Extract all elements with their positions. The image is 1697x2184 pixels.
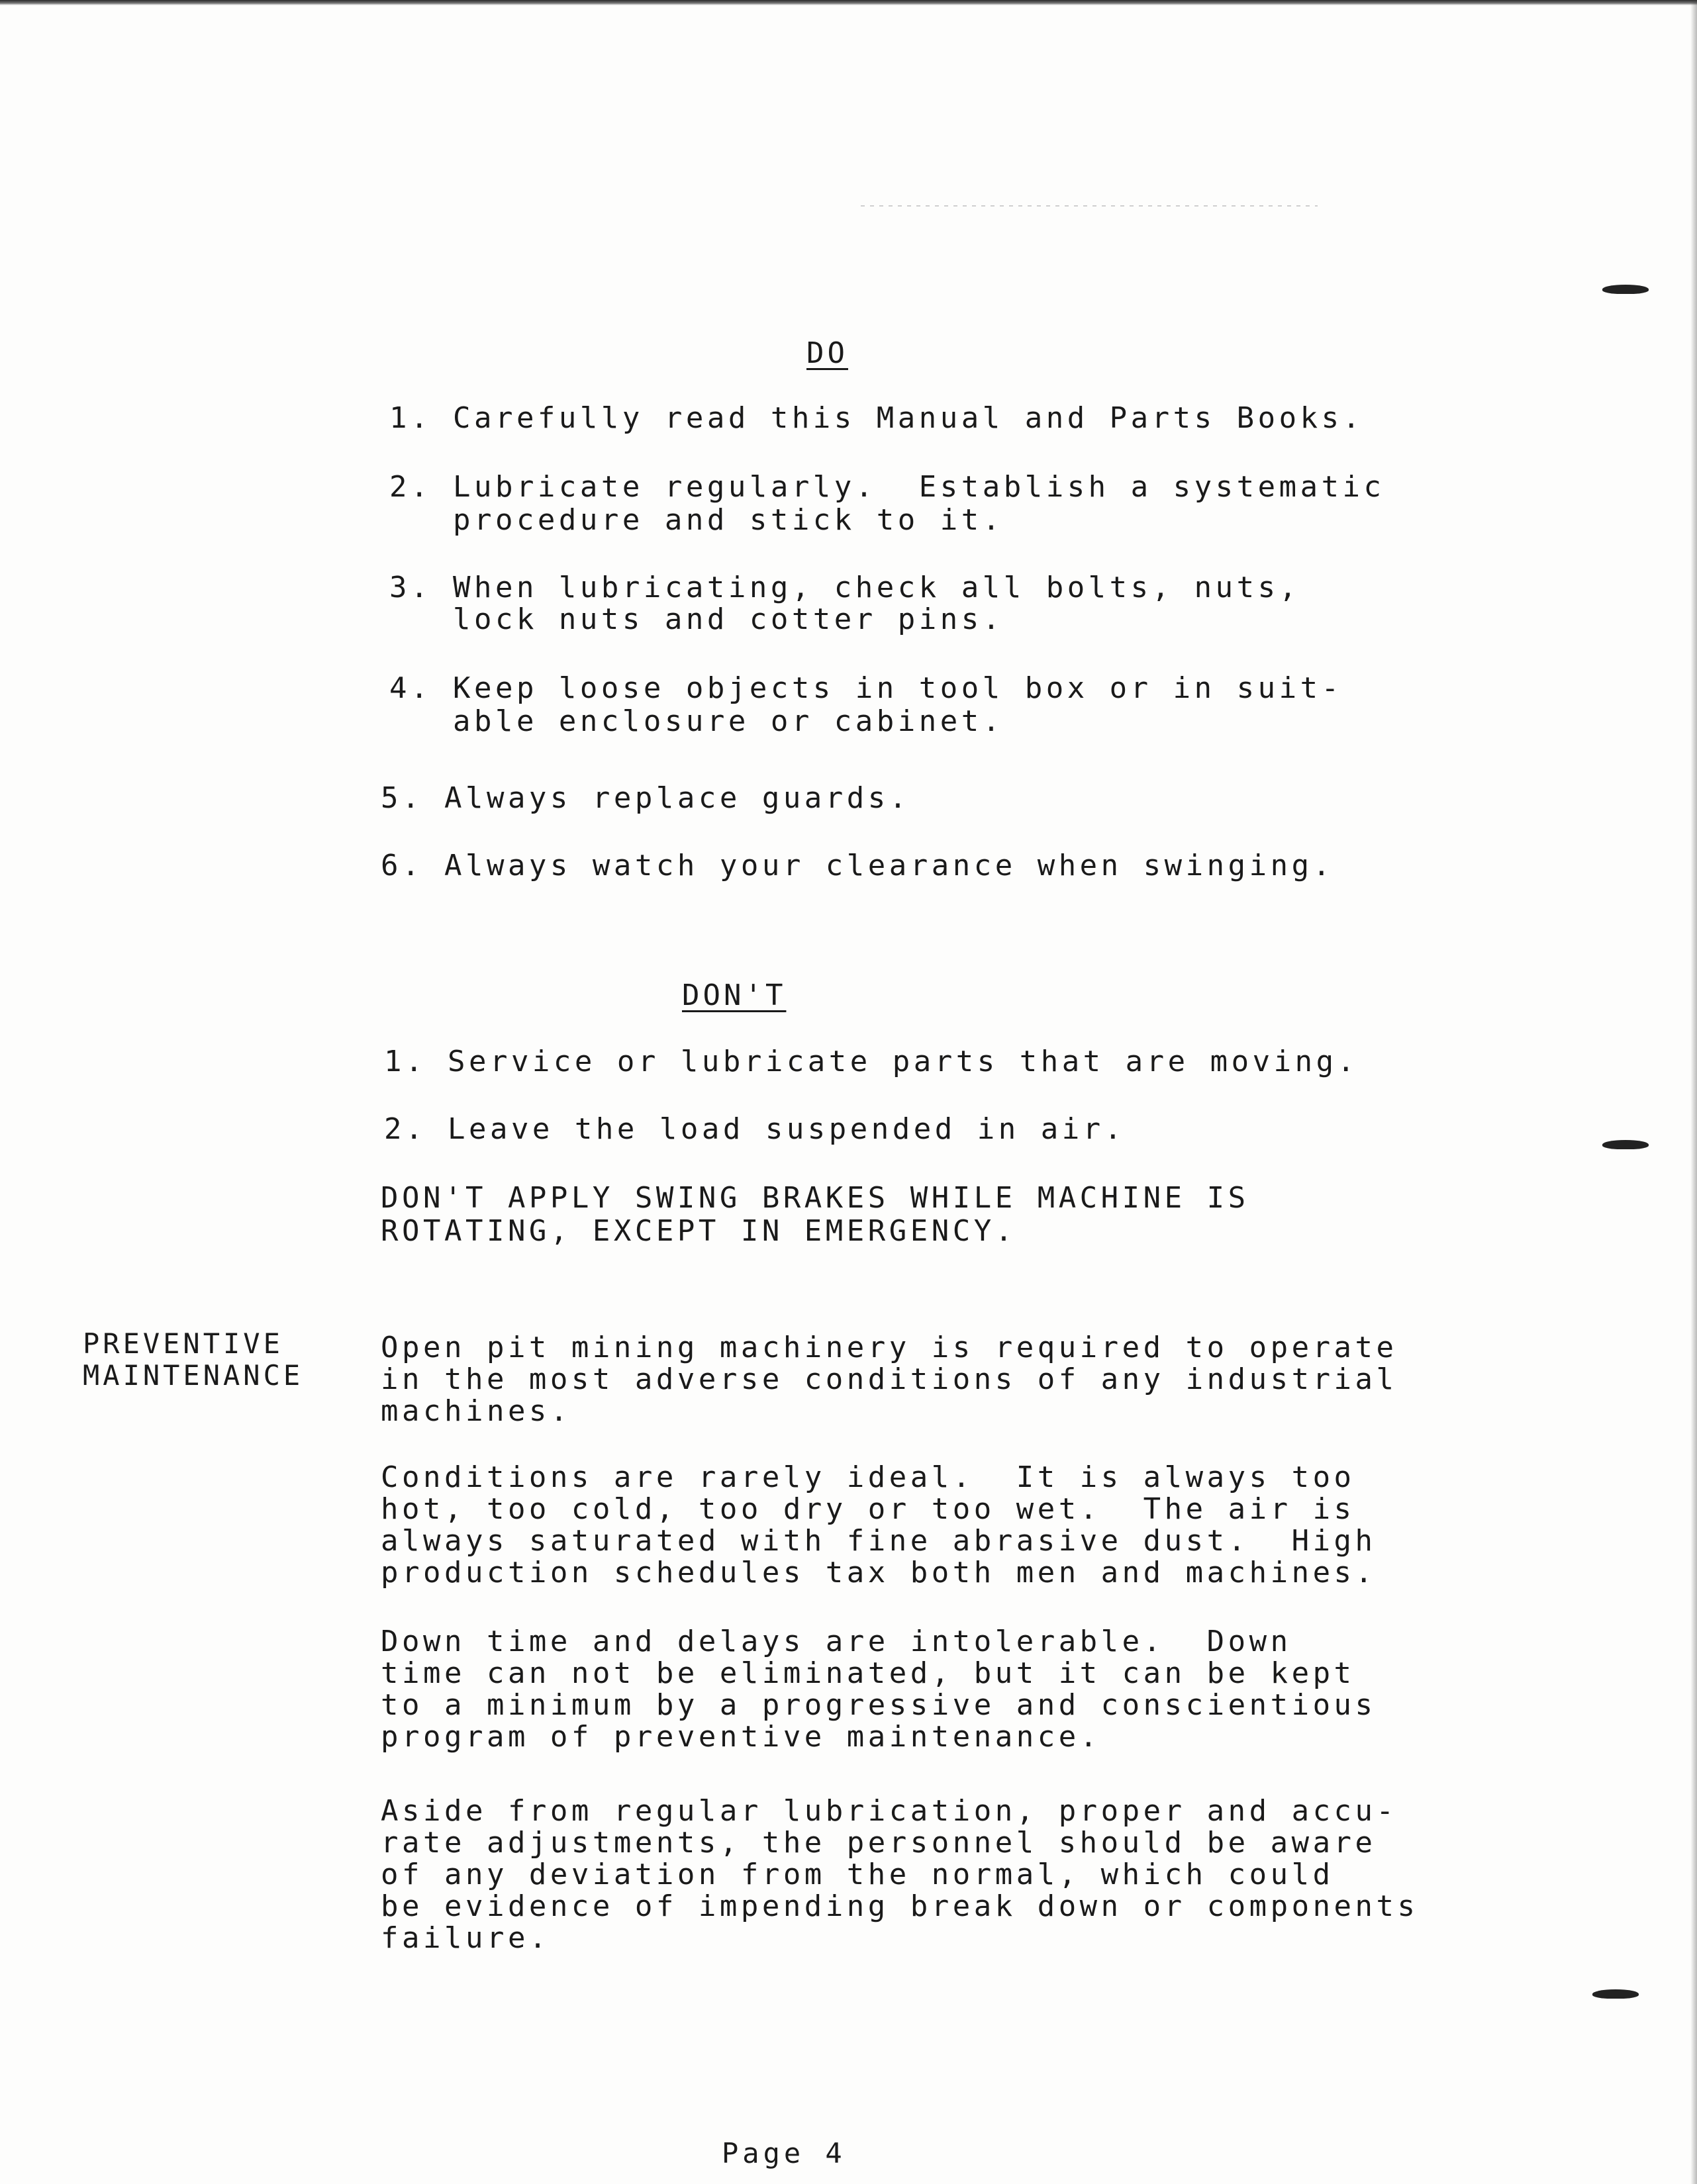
paragraph-line: machines. (381, 1394, 571, 1428)
do-item-line: 3. When lubricating, check all bolts, nuts, (389, 571, 1300, 604)
binder-ring-mark (1602, 285, 1649, 294)
paragraph-line: rate adjustments, the personnel should be aware (381, 1826, 1377, 1860)
paragraph-line: Aside from regular lubrication, proper and accu- (381, 1794, 1398, 1828)
paragraph-line: Conditions are rarely ideal. It is always too (381, 1460, 1355, 1494)
do-item-line: 2. Lubricate regularly. Establish a systematic (389, 470, 1385, 504)
do-item-line: 4. Keep loose objects in tool box or in suit- (389, 671, 1343, 705)
scan-top-edge (0, 0, 1697, 5)
paragraph-line: failure. (381, 1921, 550, 1955)
paragraph-line: in the most adverse conditions of any industrial (381, 1362, 1398, 1396)
scan-smudge (861, 205, 1318, 207)
binder-ring-mark (1602, 1140, 1649, 1149)
do-item-line: able enclosure or cabinet. (389, 704, 1004, 738)
do-item-line: 1. Carefully read this Manual and Parts Books. (389, 401, 1364, 435)
side-label-line: PREVENTIVE (83, 1327, 283, 1360)
paragraph-line: program of preventive maintenance. (381, 1720, 1101, 1754)
paragraph-line: Open pit mining machinery is required to operate (381, 1331, 1398, 1364)
scan-right-edge (1690, 0, 1697, 2184)
binder-ring-mark (1592, 1989, 1639, 1999)
paragraph-line: hot, too cold, too dry or too wet. The air is (381, 1492, 1355, 1526)
paragraph-line: to a minimum by a progressive and conscientious (381, 1688, 1377, 1722)
paragraph-line: time can not be eliminated, but it can be kept (381, 1656, 1355, 1690)
paragraph-line: always saturated with fine abrasive dust. High (381, 1524, 1377, 1558)
dont-warning-line: ROTATING, EXCEPT IN EMERGENCY. (381, 1214, 1016, 1248)
dont-warning-line: DON'T APPLY SWING BRAKES WHILE MACHINE IS (381, 1181, 1249, 1215)
paragraph-line: of any deviation from the normal, which could (381, 1858, 1334, 1891)
do-item-line: 6. Always watch your clearance when swinging. (381, 849, 1334, 882)
dont-heading: DON'T (682, 978, 787, 1012)
do-item-line: 5. Always replace guards. (381, 781, 910, 815)
page-number: Page 4 (722, 2137, 846, 2169)
dont-item-line: 2. Leave the load suspended in air. (384, 1112, 1126, 1146)
do-item-line: lock nuts and cotter pins. (389, 602, 1004, 636)
do-item-line: procedure and stick to it. (389, 503, 1004, 537)
paragraph-line: Down time and delays are intolerable. Down (381, 1625, 1292, 1658)
paragraph-line: be evidence of impending break down or components (381, 1889, 1419, 1923)
dont-item-line: 1. Service or lubricate parts that are moving. (384, 1045, 1359, 1078)
side-label-line: MAINTENANCE (83, 1359, 304, 1392)
do-heading: DO (806, 336, 848, 370)
paragraph-line: production schedules tax both men and machines. (381, 1556, 1377, 1590)
